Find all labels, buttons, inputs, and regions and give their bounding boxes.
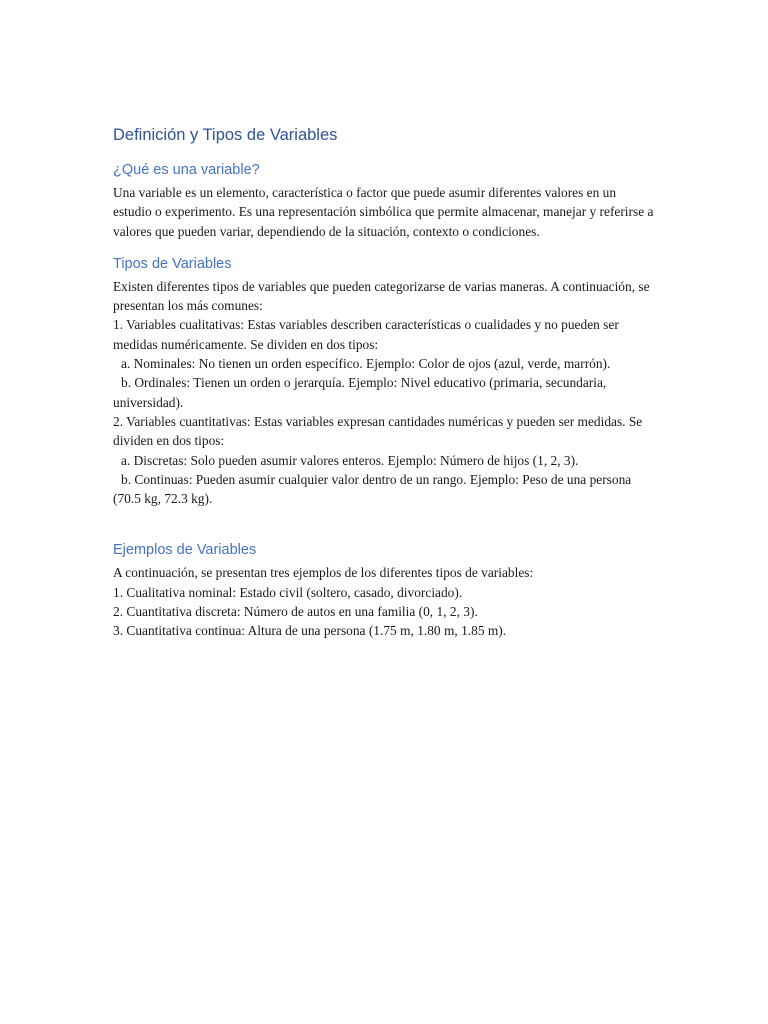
paragraph — [113, 563, 658, 640]
section-variable-types — [113, 254, 658, 509]
section-heading: Ejemplos de Variables — [113, 542, 257, 559]
document-page — [113, 123, 658, 654]
list-item: 2. Variables cuantitativas: Estas variables expresan cantidades numéricas y pueden ser medidas. Se dividen en dos tipos: — [113, 413, 643, 449]
section-heading: Tipos de Variables — [113, 255, 232, 272]
paragraph — [113, 277, 658, 509]
sub-list-item: a. Nominales: No tienen un orden específico. Ejemplo: Color de ojos (azul, verde, marrón). — [121, 356, 611, 372]
section-heading: ¿Qué es una variable? — [113, 162, 260, 178]
sub-list-item: b. Ordinales: Tienen un orden o jerarquía. Ejemplo: Nivel educativo (primaria, secundaria, universidad). — [113, 375, 607, 410]
document-title: Definición y Tipos de Variables — [113, 126, 338, 144]
list-item: 1. Variables cualitativas: Estas variables describen características o cualidades y no pueden ser medidas numéricamente. Se dividen en dos tipos: — [113, 317, 619, 352]
list-item: 1. Cualitativa nominal: Estado civil (soltero, casado, divorciado). — [113, 584, 463, 600]
text-line: A continuación, se presentan tres ejemplos de los diferentes tipos de variables: — [113, 565, 534, 581]
list-item: 2. Cuantitativa discreta: Número de autos en una familia (0, 1, 2, 3). — [113, 604, 478, 620]
section-what-is-variable — [113, 160, 658, 241]
paragraph: Una variable es un elemento, característica o factor que puede asumir diferentes valores en un estudio o experimento. Es una representación simbólica que permite almacenar, manejar y referirse a valores que pueden variar, dependiendo de la situación, contexto o condiciones. — [113, 185, 654, 239]
section-variable-examples — [113, 540, 658, 640]
sub-list-item: b. Continuas: Pueden asumir cualquier valor dentro de un rango. Ejemplo: Peso de una persona (70.5 kg, 72.3 kg). — [113, 471, 632, 507]
list-item: 3. Cuantitativa continua: Altura de una persona (1.75 m, 1.80 m, 1.85 m). — [113, 623, 507, 639]
text-line: Existen diferentes tipos de variables que pueden categorizarse de varias maneras. A continuación, se presentan los más comunes: — [113, 278, 650, 314]
sub-list-item: a. Discretas: Solo pueden asumir valores enteros. Ejemplo: Número de hijos (1, 2, 3). — [121, 452, 579, 468]
